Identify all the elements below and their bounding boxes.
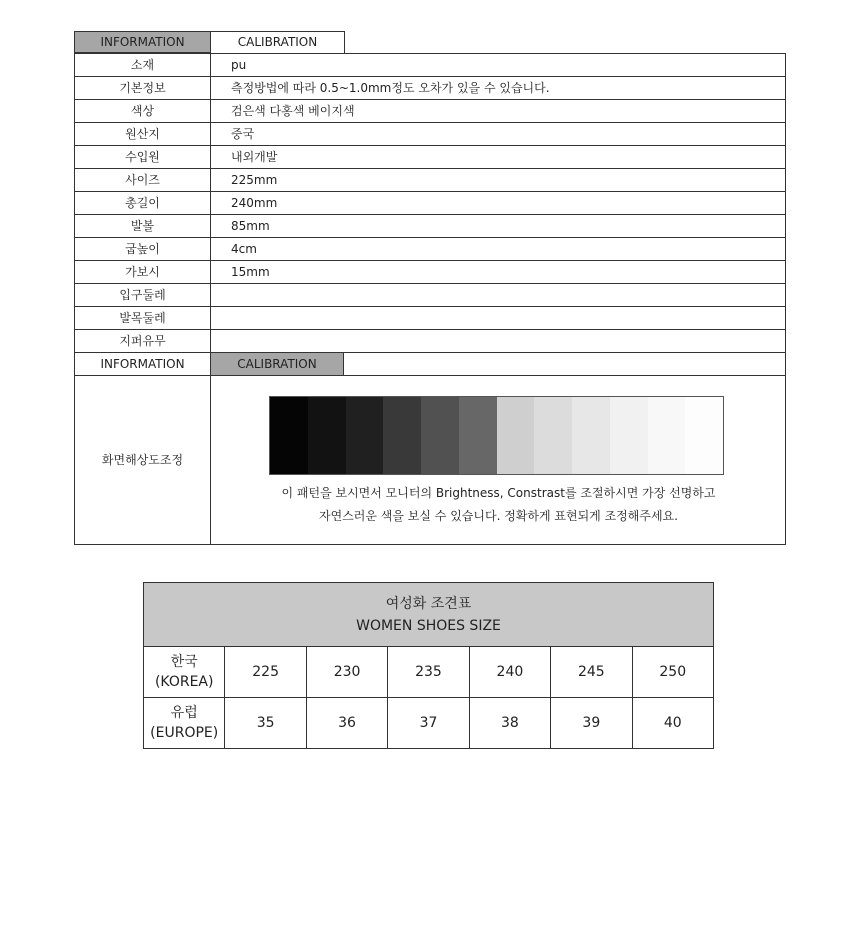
size-cell: 37: [388, 698, 469, 749]
size-chart-table: [143, 582, 714, 749]
row-value: 측정방법에 따라 0.5~1.0mm정도 오차가 있을 수 있습니다.: [211, 77, 786, 100]
gray-swatch: [610, 397, 648, 474]
gray-swatch: [346, 397, 384, 474]
row-label: 기본정보: [75, 77, 211, 100]
table-row: [75, 77, 786, 100]
size-cell: 240: [469, 647, 550, 698]
product-info-table: [74, 53, 786, 545]
table-row: [75, 238, 786, 261]
row-value: 중국: [211, 123, 786, 146]
row-head-europe: [144, 698, 225, 749]
table-row: [75, 215, 786, 238]
size-chart-header: [144, 583, 714, 647]
row-value: [211, 307, 786, 330]
row-head-text: 유럽: [170, 705, 198, 721]
table-row: [75, 261, 786, 284]
tab-information[interactable]: INFORMATION: [74, 31, 211, 53]
row-label: 총길이: [75, 192, 211, 215]
calibration-text-line-1: 이 패턴을 보시면서 모니터의 Brightness, Constrast를 조절하시면 가장 선명하고: [281, 486, 716, 500]
size-cell: 35: [225, 698, 306, 749]
calibration-row: [75, 376, 786, 545]
table-row: [75, 54, 786, 77]
calibration-text-line-2: 자연스러운 색을 보실 수 있습니다. 정확하게 표현되게 조정해주세요.: [319, 509, 678, 523]
row-label: 지퍼유무: [75, 330, 211, 353]
gray-swatch: [497, 397, 535, 474]
sub-tab-calibration[interactable]: CALIBRATION: [211, 353, 344, 375]
table-row: [75, 307, 786, 330]
size-cell: 235: [388, 647, 469, 698]
table-row: [75, 169, 786, 192]
row-label: 가보시: [75, 261, 211, 284]
row-value: [211, 284, 786, 307]
row-head-subtext: (KOREA): [154, 674, 214, 690]
gray-swatch: [534, 397, 572, 474]
gray-swatch: [648, 397, 686, 474]
sub-tab-information[interactable]: INFORMATION: [75, 353, 211, 376]
table-row: [75, 123, 786, 146]
size-cell: 250: [632, 647, 713, 698]
row-value: 검은색 다홍색 베이지색: [211, 100, 786, 123]
calibration-cell: [211, 376, 786, 545]
gray-swatch: [685, 397, 723, 474]
row-label: 수입원: [75, 146, 211, 169]
row-label: 발볼: [75, 215, 211, 238]
tab-calibration[interactable]: CALIBRATION: [210, 31, 345, 53]
size-cell: 38: [469, 698, 550, 749]
row-value: 240mm: [211, 192, 786, 215]
grayscale-pattern: [269, 396, 724, 475]
size-cell: 245: [551, 647, 632, 698]
size-cell: 40: [632, 698, 713, 749]
size-cell: 225: [225, 647, 306, 698]
gray-swatch: [572, 397, 610, 474]
size-chart-title-en: WOMEN SHOES SIZE: [356, 617, 501, 634]
row-label: 굽높이: [75, 238, 211, 261]
table-row: [75, 330, 786, 353]
sub-tab-cell: [211, 353, 786, 376]
table-row: [75, 284, 786, 307]
row-label: 소재: [75, 54, 211, 77]
row-label: 입구둘레: [75, 284, 211, 307]
row-value: 4cm: [211, 238, 786, 261]
row-value: 내외개발: [211, 146, 786, 169]
row-value: [211, 330, 786, 353]
size-cell: 39: [551, 698, 632, 749]
gray-swatch: [270, 397, 308, 474]
size-chart-title-ko: 여성화 조견표: [385, 595, 472, 612]
row-label: 원산지: [75, 123, 211, 146]
table-row: [144, 647, 714, 698]
row-head-text: 한국: [170, 654, 198, 670]
row-head-subtext: (EUROPE): [150, 725, 219, 741]
row-label: 발목둘레: [75, 307, 211, 330]
row-label: 사이즈: [75, 169, 211, 192]
size-cell: 230: [306, 647, 387, 698]
row-head-korea: [144, 647, 225, 698]
row-label: 색상: [75, 100, 211, 123]
row-value: pu: [211, 54, 786, 77]
calibration-tab-row: [75, 353, 786, 376]
calibration-label: 화면해상도조정: [75, 376, 211, 545]
table-row: [144, 698, 714, 749]
table-row: [75, 192, 786, 215]
gray-swatch: [308, 397, 346, 474]
table-row: [75, 100, 786, 123]
size-cell: 36: [306, 698, 387, 749]
gray-swatch: [421, 397, 459, 474]
row-value: 85mm: [211, 215, 786, 238]
row-value: 15mm: [211, 261, 786, 284]
gray-swatch: [459, 397, 497, 474]
table-row: [75, 146, 786, 169]
row-value: 225mm: [211, 169, 786, 192]
gray-swatch: [383, 397, 421, 474]
